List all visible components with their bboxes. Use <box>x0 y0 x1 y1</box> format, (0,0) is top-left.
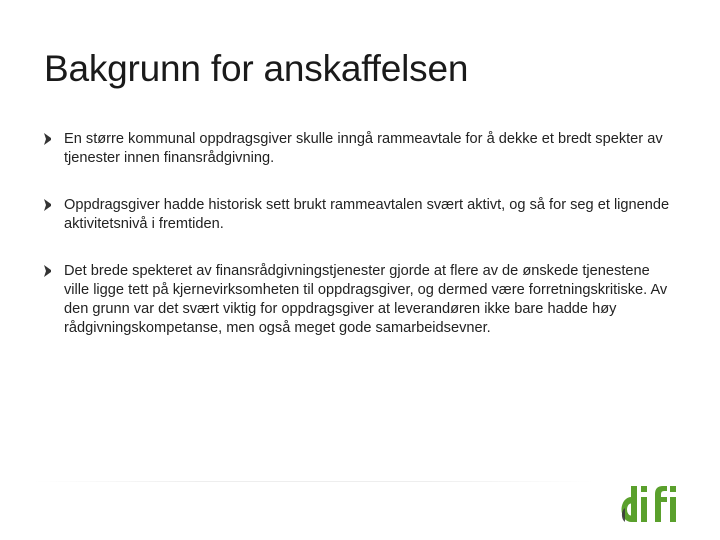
bullet-text: En større kommunal oppdragsgiver skulle inngå rammeavtale for å dekke et bredt spekter av tjenester innen finansrådgivning. <box>64 131 663 166</box>
footer-divider <box>34 481 594 482</box>
chevron-bullet-icon <box>44 265 52 277</box>
difi-logo-icon <box>614 484 690 526</box>
slide-title: Bakgrunn for anskaffelsen <box>44 48 469 89</box>
chevron-bullet-icon <box>44 199 52 211</box>
difi-logo <box>614 484 690 526</box>
bullet-text: Oppdragsgiver hadde historisk sett brukt rammeavtalen svært aktivt, og så for seg et lignende aktivitetsnivå i fremtiden. <box>64 197 670 232</box>
bullet-text: Det brede spekteret av finansrådgivningstjenester gjorde at flere av de ønskede tjenestene ville ligge tett på kjernevirksomheten til oppdragsgiver, og dermed være forretningskritiske. Av den grunn var det svært viktig for oppdragsgiver at leverandøren ikke bare hadde høy rådgivningskompetanse, men også meget gode samarbeidsevner. <box>64 263 668 336</box>
bullet-item <box>44 196 674 234</box>
bullet-item <box>44 262 674 338</box>
chevron-bullet-icon <box>44 133 52 145</box>
bullet-list <box>44 130 674 338</box>
bullet-item <box>44 130 674 168</box>
